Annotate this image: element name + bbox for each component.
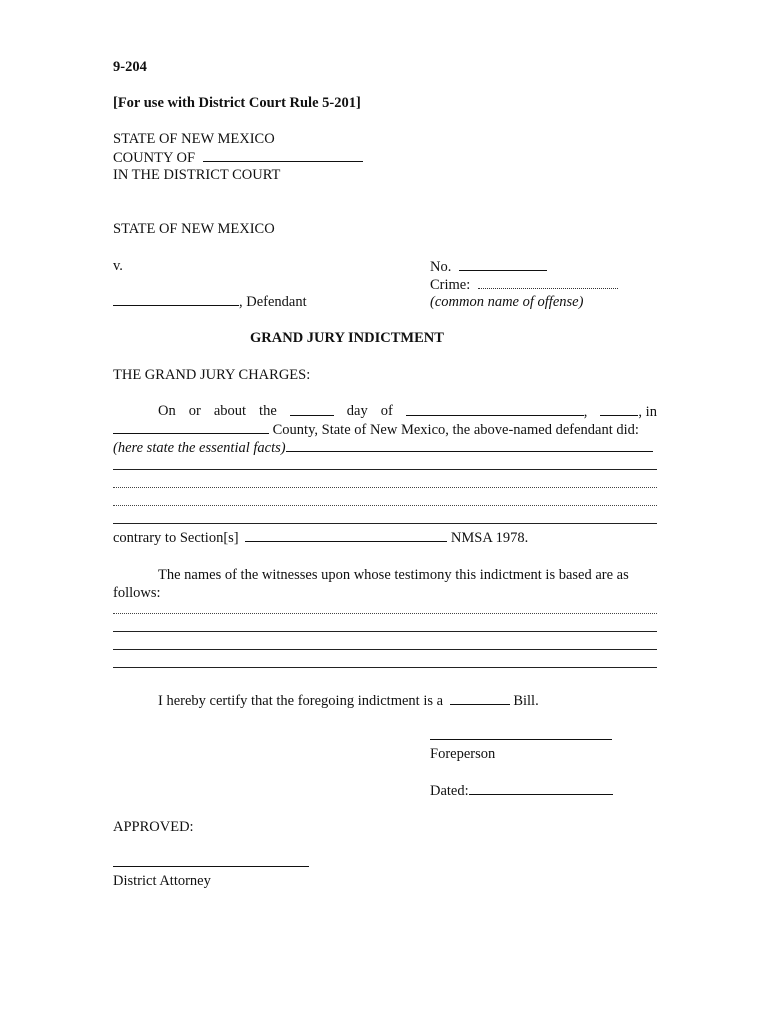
word-on: On	[158, 403, 176, 419]
facts-rule-4[interactable]	[113, 523, 657, 524]
facts-hint: (here state the essential facts)	[113, 440, 286, 456]
charge-date-line	[158, 402, 657, 421]
witness-rule-3[interactable]	[113, 649, 657, 650]
foreperson-signature-line[interactable]	[430, 739, 612, 740]
county-label: COUNTY OF	[113, 150, 196, 166]
facts-line	[113, 438, 653, 457]
section-field[interactable]	[245, 528, 447, 542]
defendant-line	[113, 292, 307, 311]
county-of-offense-line	[113, 420, 639, 439]
certify-line	[158, 691, 539, 710]
foreperson-label: Foreperson	[430, 746, 496, 762]
county-line	[113, 148, 363, 167]
case-number-field[interactable]	[459, 257, 547, 271]
witness-rule-2[interactable]	[113, 631, 657, 632]
section-label: contrary to Section[s]	[113, 530, 239, 546]
word-in: , in	[638, 404, 657, 420]
crime-hint: (common name of offense)	[430, 294, 584, 310]
state-heading: STATE OF NEW MEXICO	[113, 131, 275, 147]
facts-field[interactable]	[286, 438, 653, 452]
dated-line	[430, 781, 613, 800]
charges-heading: THE GRAND JURY CHARGES:	[113, 367, 311, 383]
plaintiff-name: STATE OF NEW MEXICO	[113, 221, 275, 237]
word-about: about	[213, 403, 247, 419]
defendant-label: , Defendant	[239, 294, 307, 310]
witnesses-intro: The names of the witnesses upon whose testimony this indictment is based are as	[158, 567, 629, 583]
bill-type-field[interactable]	[450, 691, 510, 705]
facts-rule-3[interactable]	[113, 505, 657, 506]
offense-county-field[interactable]	[113, 420, 269, 434]
defendant-name-field[interactable]	[113, 292, 239, 306]
comma: ,	[583, 404, 588, 420]
versus: v.	[113, 258, 123, 274]
case-number-label: No.	[430, 259, 452, 275]
rule-note: [For use with District Court Rule 5-201]	[113, 95, 361, 111]
witness-rule-1[interactable]	[113, 613, 657, 614]
year-field[interactable]	[600, 402, 638, 416]
certify-text: I hereby certify that the foregoing indictment is a	[158, 693, 444, 709]
approved-label: APPROVED:	[113, 819, 194, 835]
section-line	[113, 528, 528, 547]
county-field[interactable]	[203, 148, 363, 162]
facts-rule-2[interactable]	[113, 487, 657, 488]
document-title: GRAND JURY INDICTMENT	[250, 330, 444, 346]
district-attorney-signature-line[interactable]	[113, 866, 309, 867]
witnesses-follows: follows:	[113, 585, 161, 601]
word-or: or	[188, 403, 201, 419]
certify-suffix: Bill.	[513, 693, 539, 709]
month-field[interactable]	[406, 402, 584, 416]
court-heading: IN THE DISTRICT COURT	[113, 167, 281, 183]
dated-field[interactable]	[469, 781, 613, 795]
district-attorney-label: District Attorney	[113, 873, 211, 889]
form-number: 9-204	[113, 59, 147, 75]
crime-line	[430, 275, 618, 294]
case-number-line	[430, 257, 547, 276]
day-field[interactable]	[290, 402, 334, 416]
dated-label: Dated:	[430, 783, 469, 799]
crime-field[interactable]	[478, 275, 618, 289]
facts-rule-1[interactable]	[113, 469, 657, 470]
witness-rule-4[interactable]	[113, 667, 657, 668]
word-day: day	[346, 403, 368, 419]
county-of-offense-text: County, State of New Mexico, the above-named defendant did:	[272, 422, 639, 438]
word-the: the	[259, 403, 277, 419]
section-suffix: NMSA 1978.	[450, 530, 529, 546]
word-of: of	[380, 403, 393, 419]
crime-label: Crime:	[430, 277, 471, 293]
